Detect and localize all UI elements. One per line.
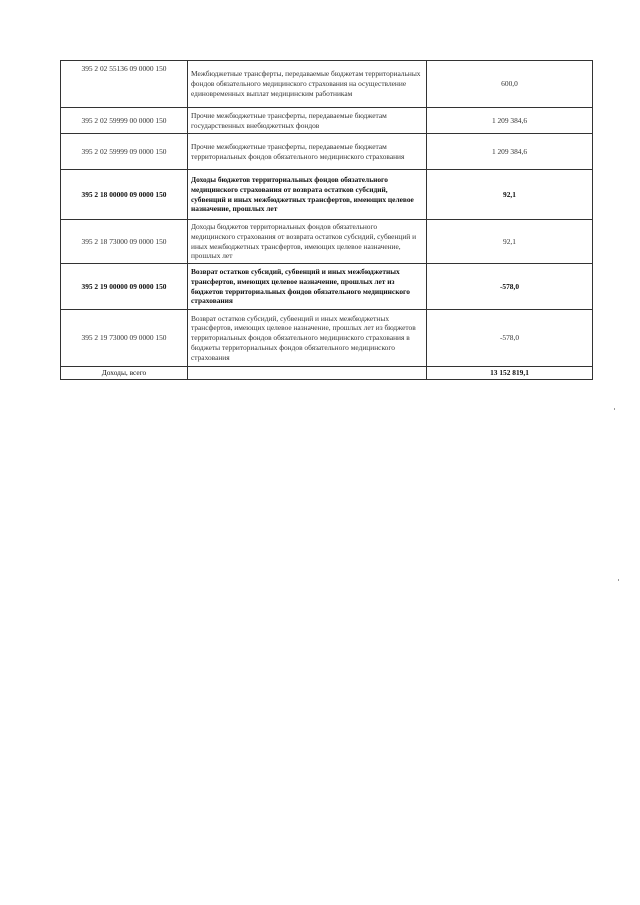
row-code: 395 2 02 59999 09 0000 150 <box>61 134 188 170</box>
row-amount: 1 209 384,6 <box>427 134 593 170</box>
row-amount: 92,1 <box>427 170 593 220</box>
table-row <box>61 61 593 108</box>
table-row <box>61 310 593 367</box>
row-amount: 92,1 <box>427 220 593 264</box>
table-row <box>61 170 593 220</box>
row-code: 395 2 19 00000 09 0000 150 <box>61 264 188 310</box>
scan-speck <box>614 408 615 410</box>
table-row <box>61 108 593 134</box>
row-name: Прочие межбюджетные трансферты, передаваемые бюджетам территориальных фондов обязательного медицинского страхования <box>188 134 427 170</box>
row-code: 395 2 02 59999 00 0000 150 <box>61 108 188 134</box>
row-name: Доходы бюджетов территориальных фондов обязательного медицинского страхования от возврата остатков субсидий, субвенций и иных межбюджетных трансфертов, имеющих целевое назначение, прошлых лет <box>188 170 427 220</box>
revenue-table <box>60 60 593 380</box>
total-row <box>61 367 593 380</box>
table-row <box>61 220 593 264</box>
row-amount: -578,0 <box>427 310 593 367</box>
row-name: Межбюджетные трансферты, передаваемые бюджетам территориальных фондов обязательного медицинского страхования на осуществление единовременных выплат медицинским работникам <box>188 61 427 108</box>
table-row <box>61 264 593 310</box>
row-name: Прочие межбюджетные трансферты, передаваемые бюджетам государственных внебюджетных фондов <box>188 108 427 134</box>
row-code: 395 2 19 73000 09 0000 150 <box>61 310 188 367</box>
row-code: 395 2 18 00000 09 0000 150 <box>61 170 188 220</box>
row-name: Доходы бюджетов территориальных фондов обязательного медицинского страхования от возврата остатков субсидий, субвенций и иных межбюджетных трансфертов, имеющих целевое назначение, прошлых лет <box>188 220 427 264</box>
row-amount: -578,0 <box>427 264 593 310</box>
scan-speck <box>618 579 619 581</box>
row-code: 395 2 18 73000 09 0000 150 <box>61 220 188 264</box>
table-row <box>61 134 593 170</box>
row-code: 395 2 02 55136 09 0000 150 <box>61 61 188 108</box>
row-name: Возврат остатков субсидий, субвенций и иных межбюджетных трансфертов, имеющих целевое назначение, прошлых лет из бюджетов территориальных фондов обязательного медицинского страхования <box>188 264 427 310</box>
row-name: Возврат остатков субсидий, субвенций и иных межбюджетных трансфертов, имеющих целевое назначение, прошлых лет из бюджетов территориальных фондов обязательного медицинского страхования в бюджеты территориальных фондов обязательного медицинского страхования <box>188 310 427 367</box>
total-amount: 13 152 819,1 <box>427 367 593 380</box>
row-amount: 600,0 <box>427 61 593 108</box>
total-label: Доходы, всего <box>61 367 188 380</box>
row-amount: 1 209 384,6 <box>427 108 593 134</box>
total-empty-cell <box>188 367 427 380</box>
